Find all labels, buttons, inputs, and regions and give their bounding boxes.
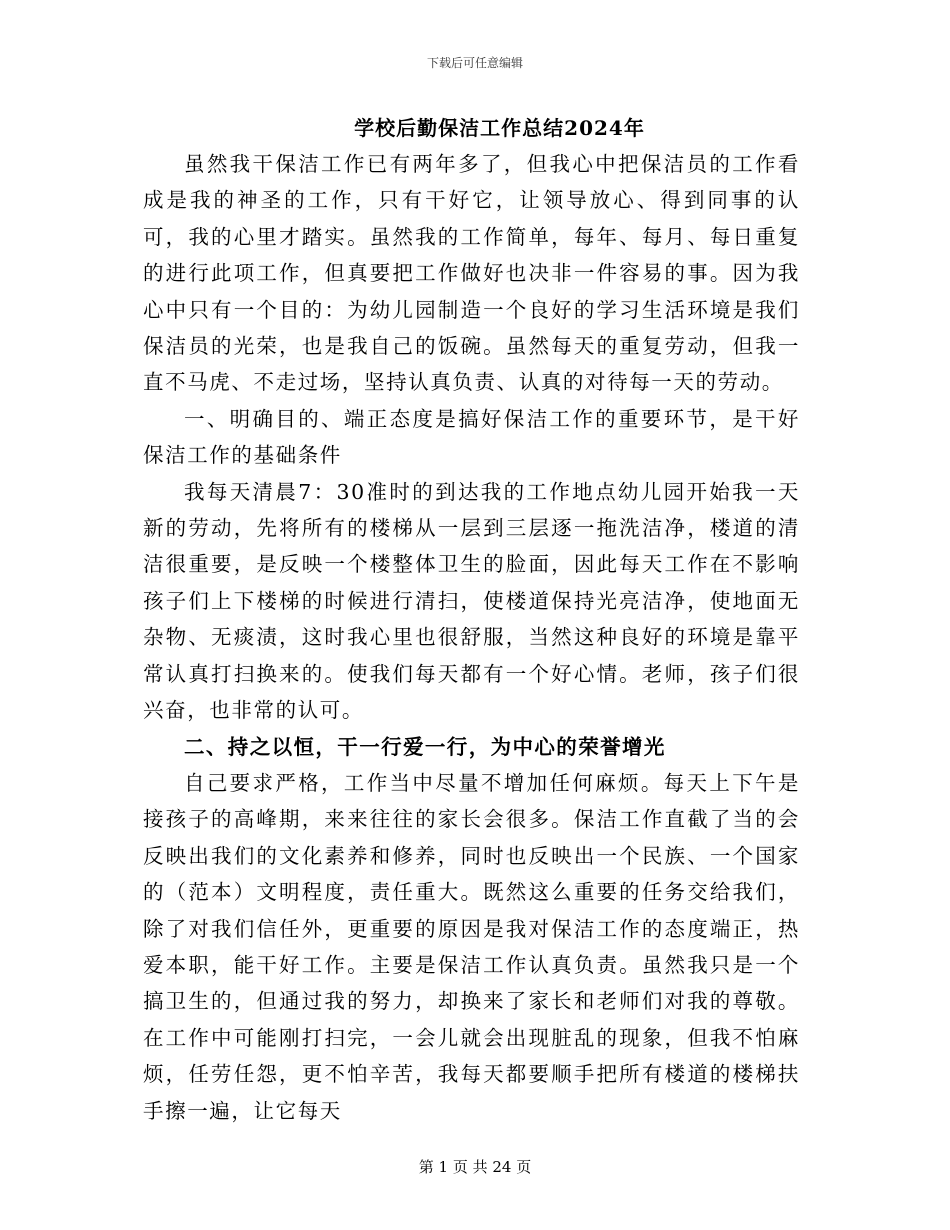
paragraph-requirements: 自己要求严格，工作当中尽量不增加任何麻烦。每天上下午是接孩子的高峰期，来来往往的家长会很多。保洁工作直截了当的会反映出我们的文化素养和修养，同时也反映出一个民族、一个国家的（范本）文明程度，责任重大。既然这么重要的任务交给我们，除了对我们信任外，更重要的原因是我对保洁工作的态度端正，热爱本职，能干好工作。主要是保洁工作认真负责。虽然我只是一个搞卫生的，但通过我的努力，却换来了家长和老师们对我的尊敬。在工作中可能刚打扫完，一会儿就会出现脏乱的现象，但我不怕麻烦，任劳任怨，更不怕辛苦，我每天都要顺手把所有楼道的楼梯扶手擦一遍，让它每天 (143, 770, 800, 1123)
document-body (143, 110, 800, 1129)
page-number-footer: 第 1 页 共 24 页 (418, 1158, 532, 1176)
document-title: 学校后勤保洁工作总结2024年 (354, 116, 645, 140)
header-note: 下载后可任意编辑 (426, 56, 523, 70)
section-heading-1: 一、明确目的、端正态度是搞好保洁工作的重要环节，是干好保洁工作的基础条件 (143, 406, 800, 468)
section-heading-2: 二、持之以恒，干一行爱一行，为中心的荣誉增光 (184, 734, 666, 759)
paragraph-intro: 虽然我干保洁工作已有两年多了，但我心中把保洁员的工作看成是我的神圣的工作，只有干好它，让领导放心、得到同事的认可，我的心里才踏实。虽然我的工作简单，每年、每月、每日重复的进行此项工作，但真要把工作做好也决非一件容易的事。因为我心中只有一个目的：为幼儿园制造一个良好的学习生活环境是我们保洁员的光荣，也是我自己的饭碗。虽然每天的重复劳动，但我一直不马虎、不走过场，坚持认真负责、认真的对待每一天的劳动。 (143, 152, 800, 395)
paragraph-daily-work: 我每天清晨7：30准时的到达我的工作地点幼儿园开始我一天新的劳动，先将所有的楼梯从一层到三层逐一拖洗洁净，楼道的清洁很重要，是反映一个楼整体卫生的脸面，因此每天工作在不影响孩子们上下楼梯的时候进行清扫，使楼道保持光亮洁净，使地面无杂物、无痰渍，这时我心里也很舒服，当然这种良好的环境是靠平常认真打扫换来的。使我们每天都有一个好心情。老师，孩子们很兴奋，也非常的认可。 (143, 479, 800, 723)
